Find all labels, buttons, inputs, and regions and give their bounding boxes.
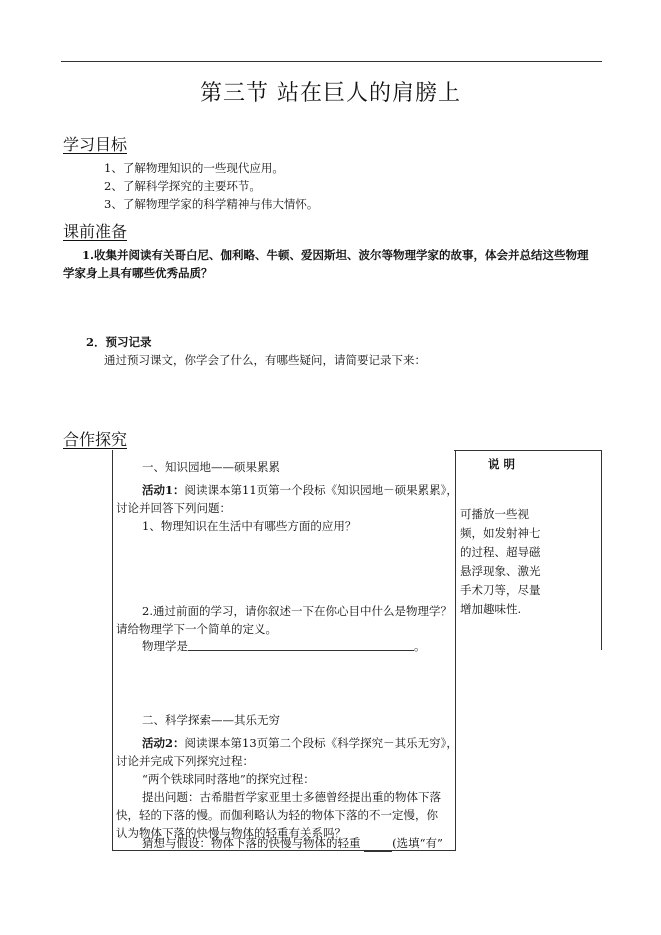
hypothesis-suffix: (选填“有” (392, 836, 443, 850)
explore-heading: 合作探究 (63, 430, 128, 449)
note-right-border (601, 450, 602, 650)
activity-1-question-2-line-2: 请给物理学下一个简单的定义。 (116, 622, 277, 636)
experiment-title: “两个铁球同时落地”的探究过程： (142, 772, 315, 786)
section-1-title: 一、知识园地——硕果累累 (142, 460, 280, 474)
activity-2-label: 活动2： (142, 736, 185, 750)
activity-1-text: 阅读课本第11页第一个段标《知识园地－硕果累累》， (184, 483, 458, 497)
activity-1-line-2: 讨论并回答下列问题： (116, 501, 231, 515)
activity-1-label: 活动1： (142, 483, 185, 497)
activity-1-question-2-line-1: 2.通过前面的学习，请你叙述一下在你心目中什么是物理学？ (142, 604, 452, 618)
preview-record-text: 通过预习课文，你学会了什么，有哪些疑问，请简要记录下来： (104, 353, 426, 367)
physics-definition-label: 物理学是 (142, 639, 188, 653)
note-top-border (454, 450, 602, 451)
note-text: 可播放一些视频，如发射神七的过程、超导磁悬浮现象、激光手术刀等，尽量增加趣味性. (460, 507, 541, 616)
hypothesis-prefix: 猜想与假设：物体下落的快慢与物体的轻重 (142, 836, 361, 850)
preview-record-label: 2．预习记录 (86, 335, 152, 349)
page-title: 第三节 站在巨人的肩膀上 (200, 81, 461, 106)
question-line-3: 认为物体下落的快慢与物体的轻重有关系吗？ (116, 826, 346, 840)
objective-item-1: 1、了解物理知识的一些现代应用。 (104, 161, 284, 175)
objectives-heading: 学习目标 (63, 135, 128, 154)
section-2-title: 二、科学探索——其乐无穷 (142, 713, 280, 727)
preview-question-1-line-2: 学家身上具有哪些优秀品质？ (63, 266, 213, 280)
preview-heading: 课前准备 (63, 222, 128, 241)
physics-definition-blank[interactable] (188, 650, 414, 651)
activity-1-question-1: 1、物理知识在生活中有哪些方面的应用？ (142, 519, 357, 533)
hypothesis-blank[interactable] (364, 839, 392, 852)
question-line-2: 快，轻的下落的慢。而伽利略认为轻的物体下落的不一定慢，你 (116, 808, 438, 822)
activity-2-line-2: 讨论并完成下列探究过程： (116, 754, 254, 768)
preview-question-1-line-1: 1.收集并阅读有关哥白尼、伽利略、牛顿、爱因斯坦、波尔等物理学家的故事，体会并总结这些物理 (82, 248, 589, 262)
objective-item-3: 3、了解物理学家的科学精神与伟大情怀。 (104, 197, 319, 211)
activity-1-line-1 (142, 481, 458, 499)
physics-definition-period: 。 (414, 639, 426, 653)
activity-2-line-1 (142, 734, 458, 752)
objective-item-2: 2、了解科学探究的主要环节。 (104, 179, 261, 193)
note-title: 说 明 (488, 457, 516, 471)
hypothesis-line (142, 834, 443, 852)
question-line-1: 提出问题：古希腊哲学家亚里士多德曾经提出重的物体下落 (142, 790, 441, 804)
header-rule (61, 61, 602, 62)
activity-2-text: 阅读课本第13页第二个段标《科学探究－其乐无穷》， (184, 736, 458, 750)
